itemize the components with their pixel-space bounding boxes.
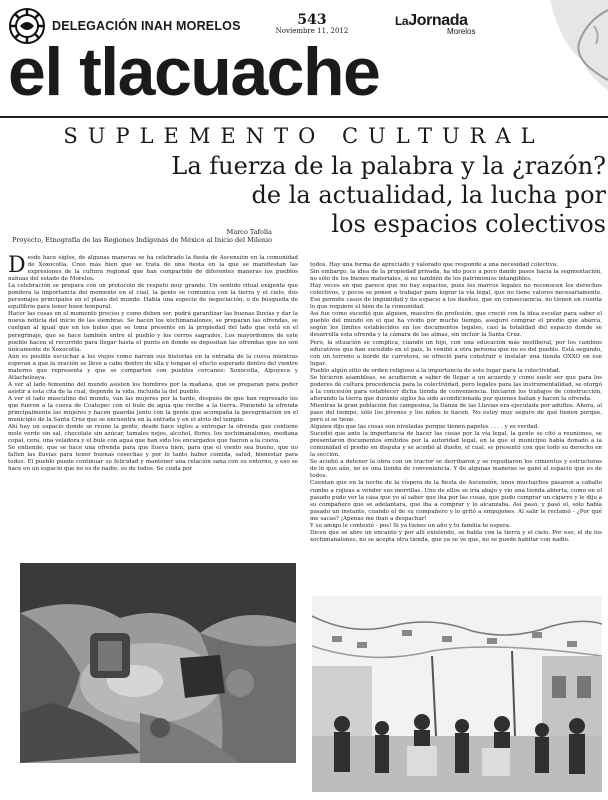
supplement-banner	[0, 116, 608, 154]
paragraph: Cuentan que en la noche de la víspera de la fiesta de Ascensión, unos muchachos pasaron a caballo rumbo a rojizas a vender sus morrillas. Uno de ellos se iría abajo y vio una tienda abierta, como en el pasado pudo ver la casa que yo al saber que iba por las cosas, que pudo comprar un cigarro y le dijo a su compañero que se adelantara, que iba a comprar y lo alcanzaba. Así pasó, y pasó el, sólo había pasado un instante, cuando el de su compañero y lo gritó a empujones. Al salir le reclamó - ¿Por qué me sacas? ¡Apenas me iban a despachar!	[310, 480, 602, 522]
paragraph: Dicen que se abre un encanto y por allí existendo, se habla con la tierra y el cielo. Por eso, el de los xochimanalones, no se acepta otra tienda, que ya se ve que, no se puede habitar con nadie.	[310, 529, 602, 543]
paragraph: Se hicieron asambleas, se acudieron a saber de llegar a un acuerdo y como suele ser que para los poderes de cultura procedencia para la colectividad, pero legales para las instrumentalidad, se otorgó a la concesión para establecer dicha tienda de conveniencia. Iniciaron los trabajos de construcción, alterando la tierra que durante siglos ha sido acondicionada por quienes bailan y hacen la ofrenda.	[310, 374, 602, 402]
paragraph: Sucedió que ante la importancia de hacer las cosas por la vía legal, la gente se citó a reuniones, se presentaron documentos emitidos por la autoridad legal, en la que el municipio había donado a la comunidad el predio en disputa y se acudió al dueño, el cual, se presentó con que todo su derecho en la sección.	[310, 431, 602, 459]
author-affiliation: Proyecto, Etnografía de las Regiones Indígenas de México al Inicio del Milenio	[12, 236, 272, 244]
supplement-label: SUPLEMENTO CULTURAL	[63, 124, 545, 148]
author-name: Marco Tafolla	[226, 228, 272, 236]
paragraph: Ahí hay un espacio donde se reúne la gente, desde hace siglos a entregar la ofrenda que contiene mole verde sin sal, chocolate sin azúcar, tamales nejos, alcohol, flores, los xochimanalones, mediana copal, cera, una veladora y el bule con agua que han sido los encargados que fueron a la cueva.	[8, 424, 298, 445]
paragraph: Desde hace siglos, de algunas maneras se ha celebrado la fiesta de Ascensión en la comunidad de Xoxocotla. Creo más bien que se trata de una fiesta en la que se manifiestan las expresiones de la cultura regional que han compartido de diferentes maneras los pueblos nahuas del estado de Morelos.	[8, 255, 298, 283]
paragraph: Se acudió a detener la obra con un tractor se derribaron y se repudiaron los cimientos y estructuras de lo que aún, no es una tienda de conveniencia. Y de algunas maneras se ganó el espacio que es de todos.	[310, 459, 602, 480]
paragraph: Se entiende, que se hace una ofrenda para que llueva bien, para que el viento sea bueno, que no falten las lluvias para tener buenas cosechas y por lo tanto haber comida, salud, bienestar para todos. El pueblo puede continuar su felicidad y mantener una relación sana con su entorno, y eso se hace en un espacio que no es de nadie, es de todos. Se cuida por	[8, 445, 298, 473]
paragraph: Alguien dijo que las cosas son niveladas porque tienen papeles . . . . y es verdad.	[310, 424, 539, 431]
newspaper-logo	[395, 12, 475, 36]
paragraph: Aún es posible escuchar a los viejos como narran sus historias en la entrada de la cueva mientras esperan a que la oración se lleve a cabo dentro de ella y tengan el efecto esperado dentro del vientre materno que representa y que se comparten con pueblos cercanos: Xoxocotla, Alpuyeca y Atlacholoaya.	[8, 353, 298, 381]
newspaper-prefix: La	[395, 14, 409, 28]
issue-info	[272, 12, 352, 35]
article-title	[136, 152, 606, 239]
title-line: La fuerza de la palabra y la ¿razón?	[171, 152, 606, 180]
article-column-left	[8, 255, 298, 555]
paragraph: La celebración se prepara con un protocolo de respeto muy grande. Un sentido ritual exigente que pondera la importancia del momento en el cual, la gente se comunica con la tierra y el cielo, dos personajes principales en el plano del mundo. Habla una especie de negociación, o de búsqueda de equilibrio para tener buen temporal.	[8, 283, 298, 311]
paragraph: Pueblo algún sitio de orden religioso a la importancia de este lugar para la colectividad.	[310, 367, 561, 374]
paragraph: todos. Hay una forma de apreciado y valorado que responde a una necesidad colectiva.	[310, 262, 558, 268]
dropcap: D	[8, 255, 26, 278]
byline	[8, 228, 272, 244]
masthead-title: el tlacuache	[8, 34, 380, 110]
procession-photo	[312, 596, 602, 792]
newspaper-name: Jornada	[408, 12, 468, 29]
cave-offering-photo	[20, 563, 296, 763]
paragraph: Mientras la gran población fue campesina, la Danza de las Lluvias era ejecutada por adultos. Ahora, al paso del tiempo, sólo los jóvenes y los niños lo hacen. No estoy muy seguro de qué tienen porque, pero si se tiene.	[310, 402, 602, 424]
tlacuache-illustration-icon	[530, 0, 608, 90]
paragraph: A ver el lado masculino del mundo, van las mujeres por la tarde, después de que han regresado los que fueron a la cueva de Coatepec con el bule de agua que recibe a la tierra. Poniendo la ofrenda principalmente las mujeres y hacen guardia junto con la gente que acompaña la peregrinación en el municipio de la Santa Cruz que se encuentra en la entrada y en el atrio del templo.	[8, 395, 298, 424]
paragraph: Y su amigo le contestó - pos! Si ya tienes un año y tu familia te espera.	[310, 522, 511, 529]
title-line: los espacios colectivos	[331, 210, 606, 238]
issue-number: 543	[297, 12, 327, 28]
paragraph: Hay veces en que parece que no hay espacios, pues los marcos legales no reconocen los derechos colectivos, y pocos se ponen a trabajar para lograr la vía legal, que no tiene valores necesariamente. Eso permite casos de impunidad y da espacio a los dueños, que en consecuencia, no tienen en cuenta lo que requiere el bien de la comunidad.	[310, 283, 602, 311]
paragraph: A ver al lado femenino del mundo asisten los hombres por la mañana, que se preparan para poder asistir a esta cita de la cual, depende la vida, incluida la del pueblo.	[8, 381, 298, 395]
issue-date: Noviembre 11, 2012	[275, 27, 349, 35]
paragraph: Pero, la situación se complica, cuando un hijo, con una educación más neoliberal, por los cambios educativos que han sucedido en el país, lo vendió a otra persona que no es del pueblo. Está segundo, con un terreno a borde de carretera, se ofreció para construir e instalar una tienda OXXO en ese lugar.	[310, 339, 602, 367]
organization-name: DELEGACIÓN INAH MORELOS	[52, 19, 241, 33]
newspaper-region: Morelos	[447, 27, 476, 36]
title-line: de la actualidad, la lucha por	[251, 181, 606, 209]
paragraph: Así fue como sucedió que alguien, maestro de profesión, que creció con la idea escolar para saber el pueblo del mundo en el que ha vivido por mucho tiempo, aseguró comprar el predio que abarca, según los límites establecidos en los documentos legales, casi la totalidad del espacio donde se desarrolla esta ofrenda y la cámara de las almas, sin incluir la Santa Cruz.	[310, 311, 602, 339]
paragraph: Sin embargo, la idea de la propiedad privada, ha ido poco a poco dando pasos hacia la segmentación, no sólo de los bienes materiales, si no también de los patrimonios intangibles.	[310, 269, 602, 283]
article-column-right	[310, 262, 602, 592]
paragraph: Hacer las cosas en el momento preciso y como deben ser, podrá garantizar las buenas lluvias y dar la nueva noticia del inicio de las siembras. Se hacen los xochimanalones, se preparan las ofrendas, se cuelgan al igual que en los bules que se toma presente en la propiedad del lado que está en el peregrinaje, que se hace también entre el pueblo y los cerros sagrados. Los mayordomos de este pueblo hacen el recorrido para llegar hasta el punto en donde se depositan las ofrendas que no son únicamente de Xoxocotla.	[8, 311, 298, 353]
